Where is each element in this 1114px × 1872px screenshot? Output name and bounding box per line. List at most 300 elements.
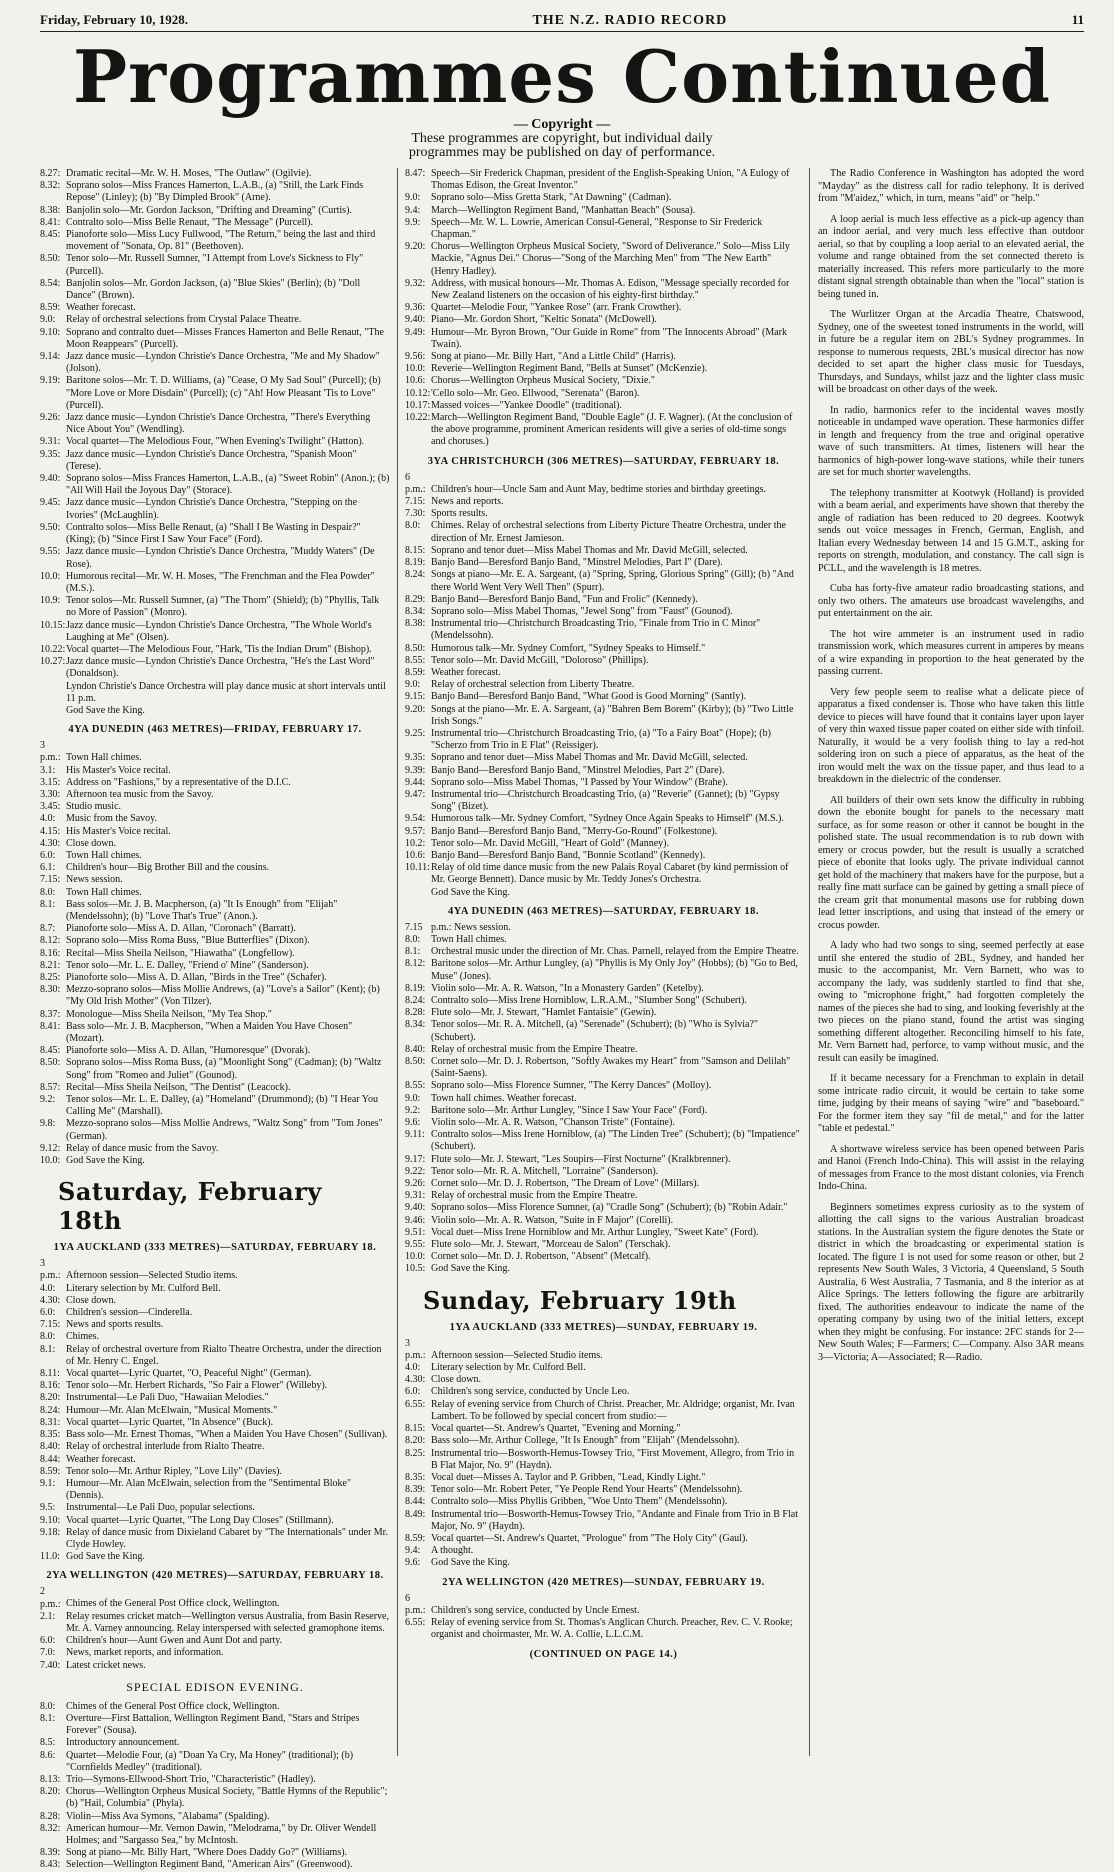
entry-time: 9.15:: [405, 691, 426, 703]
station-heading: 1YA AUCKLAND (333 METRES)—SUNDAY, FEBRUARY 19.: [449, 1321, 758, 1333]
programme-entry: [405, 1472, 802, 1484]
programme-entry: [405, 1093, 802, 1105]
entry-text: Baritone solo—Mr. Arthur Lungley, "Since I Saw Your Face" (Ford).: [431, 1104, 708, 1116]
programme-entry: [405, 1080, 802, 1092]
entry-time: 7.30:: [405, 508, 426, 520]
copyright-line: These programmes are copyright, but individual daily: [411, 131, 713, 146]
programme-entry: [405, 606, 802, 618]
entry-text: Instrumental trio—Christchurch Broadcasting Trio, "Finale from Trio in C Minor" (Mendelssohn).: [431, 618, 761, 642]
entry-time: 10.15:: [40, 619, 66, 631]
entry-text: Instrumental trio—Bosworth-Hemus-Towsey Trio, "Andante and Finale from Trio in B Flat Major, No. 9" (Haydn).: [431, 1508, 798, 1532]
entry-text: Jazz dance music—Lyndon Christie's Dance Orchestra, "Muddy Waters" (De Rose).: [66, 546, 375, 570]
entry-text: Relay of evening service from St. Thomas's Anglican Church. Preacher, Rev. C. V. Rooke; organist and choirmaster, Mr. W. A. Collie, L.L.C.M.: [431, 1616, 793, 1641]
programme-entry: [405, 241, 802, 278]
entry-time: 8.1:: [40, 1343, 56, 1355]
entry-text: Monologue—Miss Sheila Neilson, "My Tea Shop.": [66, 1008, 272, 1020]
entry-text: Address, with musical honours—Mr. Thomas A. Edison, "Message specially recorded for New Zealand listeners on the occasion of his eighty-first birthday.": [431, 277, 790, 302]
entry-time: 9.0:: [40, 314, 56, 326]
entry-time: 8.45:: [40, 1045, 61, 1057]
column-programmes-middle: [398, 168, 810, 1756]
entry-text: Contralto solos—Miss Belle Renaut, (a) "Shall I Be Wasting in Despair?" (King); (b) "Since First I Saw Your Face" (Ford).: [66, 521, 361, 546]
entry-time: 6.0:: [40, 1307, 56, 1319]
entry-time: 8.19:: [405, 982, 426, 994]
entry-text: Orchestral music under the direction of Mr. Chas. Parnell, relayed from the Empire Theatre.: [431, 946, 799, 958]
entry-time: 8.13:: [40, 1773, 61, 1785]
programme-entry: [405, 1617, 802, 1641]
entry-time: 8.7:: [40, 923, 56, 935]
programme-entry: [405, 1484, 802, 1496]
programme-entry: [40, 1082, 390, 1094]
entry-time: 9.20:: [405, 703, 426, 715]
entry-time: 9.2:: [405, 1104, 421, 1116]
programme-entry: [405, 1007, 802, 1019]
programme-entry: [40, 1392, 390, 1404]
programme-entry: [405, 1509, 802, 1533]
entry-time: 8.21:: [40, 959, 61, 971]
entry-text: Mezzo-soprano solos—Miss Mollie Andrews, (a) "Love's a Sailor" (Kent); (b) "My Old Irish Mother" (Von Tilzer).: [66, 984, 380, 1008]
entry-time: 7.15: [405, 921, 423, 933]
entry-time: 9.20:: [405, 241, 426, 253]
entry-time: 10.0:: [40, 570, 61, 582]
entry-text: Vocal duet—Misses A. Taylor and P. Gribben, "Lead, Kindly Light.": [431, 1471, 706, 1483]
programme-entry: [40, 1478, 390, 1502]
programme-entry: [40, 314, 390, 326]
entry-time: 10.22:: [405, 412, 431, 424]
entry-time: 8.40:: [405, 1043, 426, 1055]
entry-time: 10.11:: [405, 862, 430, 874]
programme-entry: [405, 887, 802, 899]
column-programmes-left: [40, 168, 398, 1871]
programme-entry: [405, 1399, 802, 1423]
entry-time: 8.1:: [405, 946, 421, 958]
entry-text: Chimes of the General Post Office clock, Wellington.: [66, 1700, 280, 1712]
entry-text: Tenor solo—Mr. David McGill, "Heart of Gold" (Manney).: [431, 837, 669, 849]
copyright-notice: [40, 118, 1084, 160]
programme-entry: [405, 862, 802, 886]
entry-time: 7.40:: [40, 1659, 61, 1671]
entry-text: A thought.: [431, 1545, 474, 1557]
entry-text: Bass solo—Mr. J. B. Macpherson, "When a Maiden You Have Chosen" (Mozart).: [66, 1020, 353, 1045]
programme-entry: [405, 1496, 802, 1508]
programme-entry: [40, 351, 390, 375]
entry-text: Massed voices—"Yankee Doodle" (traditional).: [431, 399, 622, 411]
programme-entry: [405, 1202, 802, 1214]
entry-time: 6.0:: [40, 1635, 56, 1647]
programme-entry: [40, 1466, 390, 1478]
entry-text: Cornet solo—Mr. D. J. Robertson, "Softly Awakes my Heart" from "Samson and Delilah" (Saint-Saens).: [431, 1056, 791, 1080]
programme-entry: [405, 545, 802, 557]
entry-text: Baritone solos—Mr. Arthur Lungley, (a) "Phyllis is My Only Joy" (Hobbs); (b) "Go to Bed, Muse" (Jones).: [431, 958, 798, 982]
entry-time: 8.38:: [40, 204, 61, 216]
entry-time: 8.59:: [405, 1532, 426, 1544]
programme-entry: [40, 1405, 390, 1417]
entry-time: 9.50:: [40, 521, 61, 533]
programme-entry: [405, 789, 802, 813]
entry-text: Banjo Band—Beresford Banjo Band, "Merry-Go-Round" (Folkestone).: [431, 825, 718, 837]
programme-entry: [405, 838, 802, 850]
programme-entry: [40, 1307, 390, 1319]
entry-text: Lyndon Christie's Dance Orchestra will play dance music at short intervals until 11 p.m.: [66, 680, 386, 704]
programme-entry: [405, 728, 802, 752]
entry-time: 10.9:: [40, 595, 61, 607]
entry-text: Jazz dance music—Lyndon Christie's Dance Orchestra, "The Whole World's Laughing at Me" (Olsen).: [66, 619, 372, 643]
entry-time: 10.22:: [40, 643, 66, 655]
programme-entry: [405, 327, 802, 351]
entry-time: 9.0:: [405, 1092, 421, 1104]
entry-time: 7.15:: [40, 1319, 61, 1331]
programme-entry: [405, 1362, 802, 1374]
entry-text: Violin—Miss Ava Symons, "Alabama" (Spalding).: [66, 1810, 270, 1822]
entry-text: Banjolin solos—Mr. Gordon Jackson, (a) "Blue Skies" (Berlin); (b) "Doll Dance" (Brown).: [66, 277, 361, 302]
programme-entry: [405, 205, 802, 217]
programme-entry: [40, 412, 390, 436]
entry-time: 8.43:: [40, 1859, 61, 1871]
entry-time: 8.25:: [405, 1447, 426, 1459]
entry-time: 8.1:: [40, 1712, 56, 1724]
programme-entry: [405, 1263, 802, 1275]
programme-entry: [405, 1044, 802, 1056]
programme-entry: [40, 838, 390, 850]
programme-entry: [40, 656, 390, 680]
entry-time: 3 p.m.:: [405, 1337, 426, 1361]
programme-entry: [40, 1737, 390, 1749]
entry-text: Tenor solos—Mr. Russell Sumner, (a) "The Thorn" (Shield); (b) "Phyllis, Talk no More of Passion" (Monro).: [66, 595, 380, 619]
entry-text: Weather forecast.: [66, 302, 136, 314]
entry-text: Tenor solo—Mr. L. E. Dalley, "Friend o' Mine" (Sanderson).: [66, 959, 309, 971]
entry-text: March—Wellington Regiment Band, "Double Eagle" (J. F. Wagner). (At the conclusion of the above programme, prominent American residents will give a series of old-time songs and choruses.): [431, 412, 793, 448]
entry-text: Tenor solo—Mr. Robert Peter, "Ye People Rend Your Hearts" (Mendelssohn).: [431, 1484, 743, 1496]
programme-entry: [40, 1859, 390, 1871]
entry-time: 6 p.m.:: [405, 1592, 426, 1616]
entry-text: Jazz dance music—Lyndon Christie's Dance Orchestra, "There's Everything Nice About You" (Wendling).: [66, 412, 371, 436]
entry-text: God Save the King.: [66, 1551, 145, 1563]
entry-text: Piano—Mr. Gordon Short, "Keltic Sonata" (McDowell).: [431, 314, 657, 326]
entry-time: 8.31:: [40, 1416, 61, 1428]
entry-text: Overture—First Battalion, Wellington Regiment Band, "Stars and Stripes Forever" (Sousa).: [66, 1712, 360, 1737]
entry-text: Literary selection by Mr. Culford Bell.: [431, 1362, 586, 1374]
news-paragraph: A loop aerial is much less effective as a pick-up agency than an indoor aerial, and very much less effective than outdoor aerial, so that by coupling a loop aerial to an elevated aerial, the volume and range obtained from the set connected thereto is materially increased. This refers more particularly to the more distant signal strength obtainable than when the "local" station is being tuned in.: [818, 213, 1084, 300]
programme-entry: [405, 1239, 802, 1251]
programme-entry: [40, 1021, 390, 1045]
programme-entry: [40, 813, 390, 825]
programme-entry: [40, 1750, 390, 1774]
entry-text: Town Hall chimes.: [66, 752, 142, 764]
programme-entry: [405, 508, 802, 520]
entry-time: 8.20:: [40, 1786, 61, 1798]
entry-text: Violin solo—Mr. A. R. Watson, "Suite in F Major" (Corelli).: [431, 1214, 674, 1226]
programme-entry: [40, 887, 390, 899]
entry-time: 8.6:: [40, 1749, 56, 1761]
programme-entry: [405, 168, 802, 192]
entry-time: 10.2:: [405, 837, 426, 849]
entry-text: Tenor solo—Mr. Herbert Richards, "So Fair a Flower" (Willeby).: [66, 1380, 328, 1392]
entry-time: 8.40:: [40, 1441, 61, 1453]
entry-time: 9.45:: [40, 497, 61, 509]
entry-text: Chorus—Wellington Orpheus Musical Society, "Sword of Deliverance." Solo—Miss Lily Mackie, "Agnus Dei." Chorus—"Song of the Marching Men" from "The New Earth" (Henry Hadley).: [431, 241, 790, 277]
entry-text: Children's song service, conducted by Uncle Leo.: [431, 1386, 630, 1398]
programme-entry: [405, 1338, 802, 1362]
entry-text: Vocal quartet—Lyric Quartet, "The Long Day Closes" (Stillmann).: [66, 1514, 334, 1526]
entry-text: Soprano solo—Miss Roma Buss, "Blue Butterflies" (Dixon).: [66, 935, 310, 947]
column-radio-notes: [810, 168, 1084, 1756]
entry-time: 8.0:: [405, 933, 421, 945]
entry-text: Relay of orchestral overture from Rialto Theatre Orchestra, under the direction of Mr. Henry C. Engel.: [66, 1343, 382, 1367]
entry-time: 9.26:: [40, 412, 61, 424]
entry-time: 8.0:: [40, 1331, 56, 1343]
entry-text: Relay resumes cricket match—Wellington versus Australia, from Basin Reserve, Mr. A. Varney announcing. Relay interspersed with selected gramophone items.: [66, 1610, 389, 1634]
entry-text: God Save the King.: [66, 1155, 145, 1167]
entry-text: Soprano and tenor duet—Miss Mabel Thomas and Mr. David McGill, selected.: [431, 752, 748, 764]
programme-entry: [405, 643, 802, 655]
programme-entry: [405, 691, 802, 703]
entry-time: 4.15:: [40, 825, 61, 837]
entry-time: 9.14:: [40, 351, 61, 363]
entry-time: 8.35:: [405, 1471, 426, 1483]
programme-entry: [40, 1155, 390, 1167]
news-paragraph: In radio, harmonics refer to the incidental waves mostly noticeable in undamped wave operation. These harmonics differ in length and frequency from the true and original operative wave of such transmitters. At times, listeners will hear the harmonics of high-power long-wave stations, while their tuners are set for much shorter wavelengths.: [818, 404, 1084, 478]
entry-text: Chimes of the General Post Office clock, Wellington.: [66, 1598, 280, 1610]
entry-text: Chorus—Wellington Orpheus Musical Society, "Battle Hymns of the Republic"; (b) "Hail, Columbia" (Phyla).: [66, 1786, 388, 1810]
programme-entry: [40, 874, 390, 886]
entry-time: 9.57:: [405, 825, 426, 837]
entry-time: 10.27:: [40, 656, 66, 668]
entry-time: 8.19:: [405, 557, 426, 569]
news-paragraph: Very few people seem to realise what a delicate piece of apparatus a fixed condenser is. Those who have taken this little device to pieces will have found that it contains layer upon layer of very thin waxed tissue paper coated on either side with tinfoil. Naturally, it would be a very foolish thing to lay a red-hot soldering iron on such a piece of apparatus, as the heat of the iron would melt the wax on the tissue paper, and thus lead to a breakdown in the dielectric of the condenser.: [818, 686, 1084, 785]
entry-text: Town Hall chimes.: [66, 849, 142, 861]
entry-time: 8.55:: [405, 1080, 426, 1092]
entry-time: 9.39:: [405, 764, 426, 776]
day-heading: Saturday, February 18th: [58, 1177, 322, 1236]
programme-entry: [40, 960, 390, 972]
news-paragraph: A shortwave wireless service has been opened between Paris and Hanoi (French Indo-China). This will assist in the relaying of messages from France to the most distant colonies, via French Indo-China.: [818, 1143, 1084, 1192]
entry-time: 11.0:: [40, 1551, 60, 1563]
entry-time: 2.1:: [40, 1610, 56, 1622]
entry-text: Mezzo-soprano solos—Miss Mollie Andrews, "Waltz Song" from "Tom Jones" (German).: [66, 1118, 383, 1142]
programme-entry: [40, 1660, 390, 1672]
programme-entry: [40, 1551, 390, 1563]
entry-text: Afternoon session—Selected Studio items.: [66, 1270, 238, 1282]
special-heading: SPECIAL EDISON EVENING.: [126, 1679, 304, 1694]
entry-time: 8.1:: [40, 898, 56, 910]
programme-entry: [40, 899, 390, 923]
entry-text: Instrumental trio—Christchurch Broadcasting Trio, (a) "To a Fairy Boat" (Hope); (b) "Scherzo from Trio in E Flat" (Reissiger).: [431, 727, 771, 752]
entry-time: 8.24:: [40, 1404, 61, 1416]
programme-entry: [40, 1331, 390, 1343]
programme-entry: [40, 1786, 390, 1810]
programme-entry: [40, 972, 390, 984]
entry-time: 10.6:: [405, 375, 426, 387]
entry-text: Soprano and tenor duet—Miss Mabel Thomas and Mr. David McGill, selected.: [431, 544, 748, 556]
entry-time: 9.31:: [40, 436, 61, 448]
entry-text: Relay of orchestral music from the Empire Theatre.: [431, 1190, 638, 1202]
entry-time: 8.28:: [405, 1007, 426, 1019]
entry-text: Selection—Wellington Regiment Band, "American Airs" (Greenwood).: [66, 1859, 353, 1871]
entry-time: 3.15:: [40, 776, 61, 788]
programme-entry: [40, 862, 390, 874]
entry-time: 6.0:: [405, 1386, 421, 1398]
columns: [40, 168, 1084, 1871]
programme-entry: [405, 813, 802, 825]
programme-entry: [405, 569, 802, 593]
entry-text: Songs at piano—Mr. E. A. Sargeant, (a) "Spring, Spring, Glorious Spring" (Gill); (b) "And there World Went Very Well Then" (Spurr).: [431, 569, 794, 593]
entry-text: Relay of dance music from Dixieland Cabaret by "The Internationals" under Mr. Clyde Howley.: [66, 1526, 388, 1550]
entry-text: Town Hall chimes.: [431, 933, 507, 945]
entry-time: 9.10:: [40, 326, 61, 338]
news-paragraph: The hot wire ammeter is an instrument used in radio transmission work, which measures current in amperes by means of a wire expanding in proportion to the heat generated by the passing current.: [818, 628, 1084, 677]
programme-entry: [40, 1319, 390, 1331]
programme-entry: [40, 1417, 390, 1429]
programme-entry: [40, 681, 390, 705]
entry-time: 4.30:: [40, 837, 61, 849]
entry-text: His Master's Voice recital.: [66, 764, 171, 776]
programme-entry: [405, 363, 802, 375]
entry-time: 9.54:: [405, 813, 426, 825]
programme-entry: [405, 400, 802, 412]
programme-entry: [405, 704, 802, 728]
entry-time: 8.24:: [405, 995, 426, 1006]
entry-time: 3.30:: [40, 788, 61, 800]
entry-time: 8.15:: [405, 544, 426, 556]
programme-entry: [40, 571, 390, 595]
entry-time: 8.34:: [405, 1019, 426, 1031]
programme-entry: [405, 594, 802, 606]
programme-entry: [405, 520, 802, 544]
programme-entry: [405, 667, 802, 679]
entry-time: 8.24:: [405, 569, 426, 581]
entry-time: 4.0:: [40, 1282, 56, 1294]
entry-time: 6.55:: [405, 1616, 426, 1628]
entry-text: Close down.: [66, 1294, 116, 1306]
entry-time: 8.12:: [405, 958, 426, 970]
entry-time: 4.0:: [40, 813, 56, 825]
entry-text: Recital—Miss Sheila Neilson, "Hiawatha" (Longfellow).: [66, 947, 295, 959]
programme-entry: [405, 679, 802, 691]
entry-time: 3.1:: [40, 764, 56, 776]
entry-time: 8.35:: [40, 1429, 61, 1441]
programme-entry: [405, 1251, 802, 1263]
copyright-title: — Copyright —: [513, 117, 611, 132]
entry-text: Relay of orchestral music from the Empire Theatre.: [431, 1043, 638, 1055]
entry-text: American humour—Mr. Vernon Dawin, "Melodrama," by Dr. Oliver Wendell Holmes; and "Sargasso Sea," by McIntosh.: [66, 1822, 377, 1846]
entry-text: Banjo Band—Beresford Banjo Band, "Fun and Frolic" (Kennedy).: [431, 593, 698, 605]
entry-text: Tenor solos—Mr. R. A. Mitchell, (a) "Serenade" (Schubert); (b) "Who is Sylvia?" (Schubert).: [431, 1019, 758, 1043]
programme-entry: [40, 948, 390, 960]
header-publication: THE N.Z. RADIO RECORD: [532, 13, 728, 28]
entry-time: 9.44:: [405, 776, 426, 788]
entry-time: 6.1:: [40, 862, 56, 874]
programme-entry: [405, 1019, 802, 1043]
entry-text: Music from the Savoy.: [66, 813, 158, 825]
programme-entry: [405, 1105, 802, 1117]
entry-text: Instrumental trio—Christchurch Broadcasting Trio, (a) "Reverie" (Gannet); (b) "Gypsy Song" (Bizet).: [431, 788, 780, 813]
entry-text: Reverie—Wellington Regiment Band, "Bells at Sunset" (McKenzie).: [431, 363, 708, 375]
entry-time: 9.8:: [40, 1118, 56, 1130]
entry-time: 9.36:: [405, 302, 426, 314]
programme-entry: [405, 655, 802, 667]
entry-text: Children's hour—Uncle Sam and Aunt May, bedtime stories and birthday greetings.: [431, 483, 766, 495]
entry-text: News and sports results.: [66, 1319, 164, 1331]
entry-text: Quartet—Melodie Four, "Yankee Rose" (arr. Frank Crowther).: [431, 302, 682, 314]
entry-time: 9.47:: [405, 788, 426, 800]
entry-time: 8.59:: [40, 302, 61, 314]
entry-time: 9.0:: [405, 192, 421, 204]
programme-entry: [40, 205, 390, 217]
entry-text: Contralto solo—Miss Phyllis Gribben, "Woe Unto Them" (Mendelssohn).: [431, 1496, 728, 1508]
entry-time: 9.22:: [405, 1165, 426, 1177]
programme-entry: [40, 1701, 390, 1713]
entry-text: Soprano solos—Miss Florence Sumner, (a) "Cradle Song" (Schubert); (b) "Robin Adair.": [431, 1202, 788, 1214]
programme-entry: [40, 1713, 390, 1737]
entry-text: p.m.: News session.: [431, 921, 511, 933]
entry-time: 8.39:: [40, 1847, 61, 1859]
entry-text: Humour—Mr. Byron Brown, "Our Guide in Rome" from "The Innocents Abroad" (Mark Twain).: [431, 326, 787, 350]
programme-entry: [40, 923, 390, 935]
programme-entry: [40, 850, 390, 862]
entry-text: Relay of orchestral selection from Liberty Theatre.: [431, 679, 635, 691]
programme-entry: [40, 620, 390, 644]
programme-entry: [405, 1423, 802, 1435]
programme-entry: [405, 496, 802, 508]
entry-text: Relay of orchestral selections from Crystal Palace Theatre.: [66, 314, 302, 326]
entry-text: Soprano solo—Miss Mabel Thomas, "Jewel Song" from "Faust" (Gounod).: [431, 605, 733, 617]
entry-text: Humorous talk—Mr. Sydney Comfort, "Sydney Once Again Speaks to Himself" (M.S.).: [431, 813, 784, 825]
programme-entry: [40, 595, 390, 619]
entry-time: 10.17:: [405, 399, 431, 411]
entry-text: Bass solos—Mr. J. B. Macpherson, (a) "It Is Enough" from "Elijah" (Mendelssohn); (b) "Love That's True" (Anon.).: [66, 898, 338, 922]
programme-entry: [40, 1283, 390, 1295]
programme-entry: [40, 1611, 390, 1635]
entry-time: 8.5:: [40, 1737, 56, 1749]
programme-entry: [40, 1527, 390, 1551]
programme-entry: [40, 1823, 390, 1847]
programme-entry: [40, 1380, 390, 1392]
entry-text: Latest cricket news.: [66, 1659, 146, 1671]
entry-text: Flute solo—Mr. J. Stewart, "Hamlet Fantaisie" (Gewin).: [431, 1007, 657, 1019]
entry-text: Tenor solo—Mr. R. A. Mitchell, "Lorraine" (Sanderson).: [431, 1165, 659, 1177]
programme-entry: [405, 946, 802, 958]
entry-text: Songs at the piano—Mr. E. A. Sargeant, (a) "Bahren Bem Borem" (Kirby); (b) "Two Little Irish Songs.": [431, 703, 794, 727]
entry-text: 'Cello solo—Mr. Geo. Ellwood, "Serenata" (Baron).: [431, 387, 640, 399]
entry-text: Vocal quartet—St. Andrew's Quartet, "Evening and Morning.": [431, 1423, 681, 1435]
entry-time: 9.32:: [405, 277, 426, 289]
entry-text: Jazz dance music—Lyndon Christie's Dance Orchestra, "Spanish Moon" (Terese).: [66, 448, 357, 472]
entry-time: 9.18:: [40, 1526, 61, 1538]
running-header: [40, 12, 1084, 32]
entry-time: 9.4:: [405, 204, 421, 216]
programme-entry: [40, 436, 390, 448]
entry-text: Pianoforte solo—Miss A. D. Allan, "Humoresque" (Dvorak).: [66, 1045, 311, 1057]
news-paragraph: A lady who had two songs to sing, seemed perfectly at ease until she entered the studio of 2BL, Sydney, and handed her music to the accompanist, Mr. Vern Barnett, who was to accompany the lady, was suddenly startled to find that she, owing to "microphone fright," had forgotten completely the names of the pieces she had to sing, and looking feverishly at the two pieces on the piano stand, found the artist was singing something different altogether. Reconciling himself to his fate, Mr. Vern Barnett had, perforce, to vamp without music, and the result can easily be imagined.: [818, 940, 1084, 1064]
entry-text: Baritone solos—Mr. T. D. Williams, (a) "Cease, O My Sad Soul" (Purcell); (b) "More Love or More Disdain" (Purcell); (c) "Ah! How Pleasant 'Tis to Love" (Purcell).: [66, 375, 381, 411]
entry-text: Contralto solos—Miss Irene Horniblow, (a) "The Linden Tree" (Schubert); (b) "Impatience" (Schubert).: [431, 1129, 800, 1153]
entry-text: His Master's Voice recital.: [66, 825, 171, 837]
programme-entry: [405, 995, 802, 1007]
programme-entry: [40, 1295, 390, 1307]
copyright-line: programmes may be published on day of performance.: [408, 145, 716, 160]
entry-text: News, market reports, and information.: [66, 1647, 224, 1659]
programme-entry: [405, 351, 802, 363]
programme-entry: [40, 826, 390, 838]
programme-entry: [405, 850, 802, 862]
entry-text: Vocal quartet—The Melodious Four, "When Evening's Twilight" (Hatton).: [66, 436, 365, 448]
entry-text: Chimes. Relay of orchestral selections from Liberty Picture Theatre Orchestra, under the direction of Mr. Ernest Jamieson.: [431, 520, 786, 544]
entry-time: 8.59:: [40, 1465, 61, 1477]
entry-text: Chimes.: [66, 1331, 100, 1343]
programme-entry: [40, 1009, 390, 1021]
entry-text: Banjo Band—Beresford Banjo Band, "Minstrel Melodies, Part I" (Dare).: [431, 557, 723, 569]
programme-entry: [40, 777, 390, 789]
entry-text: Bass solo—Mr. Ernest Thomas, "When a Maiden You Have Chosen" (Sullivan).: [66, 1429, 388, 1441]
